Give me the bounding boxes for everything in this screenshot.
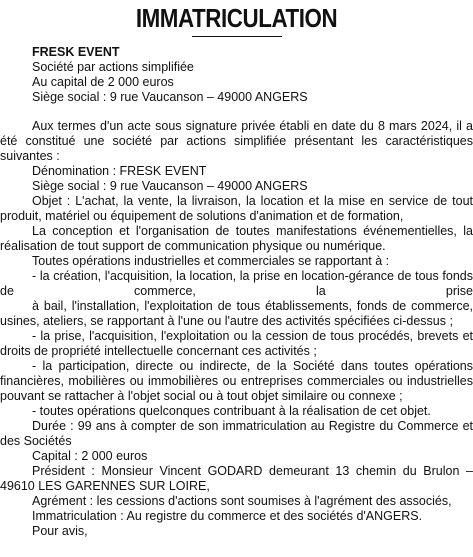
notice-title: IMMATRICULATION — [135, 3, 338, 33]
registration-line: Immatriculation : Au registre du commerce et des sociétés d'ANGERS. — [32, 509, 423, 523]
notice-body — [0, 45, 473, 539]
duration-line: Durée : 99 ans à compter de son immatriculation au Registre du Commerce et des Sociétés — [0, 419, 473, 448]
president-line: Président : Monsieur Vincent GODARD demeurant 13 chemin du Brulon – 49610 LES GARENNES SUR LOIRE, — [0, 464, 473, 493]
company-seat: Siège social : 9 rue Vaucanson – 49000 ANGERS — [32, 90, 308, 104]
object-item-4: - toutes opérations quelconques contribuant à la réalisation de cet objet. — [32, 404, 431, 418]
seat-line: Siège social : 9 rue Vaucanson – 49000 ANGERS — [32, 179, 308, 193]
paragraph-gap — [0, 105, 473, 119]
capital-line: Capital : 2 000 euros — [32, 449, 148, 463]
company-capital: Au capital de 2 000 euros — [32, 75, 174, 89]
title-underline — [192, 36, 282, 37]
operations-line: Toutes opérations industrielles et commerciales se rapportant à : — [32, 254, 390, 268]
company-name: FRESK EVENT — [32, 45, 120, 59]
company-header — [0, 45, 473, 105]
approval-line: Agrément : les cessions d'actions sont soumises à l'agrément des associés, — [32, 494, 452, 508]
intro-paragraph: Aux termes d'un acte sous signature privée établi en date du 8 mars 2024, il a été constitué une société par actions simplifiée présentant les caractéristiques suivantes : — [0, 119, 473, 163]
company-form: Société par actions simplifiée — [32, 60, 194, 74]
object-item-3: - la participation, directe ou indirecte, de la Société dans toutes opérations financières, mobilières ou immobilières ou entreprises commerciales ou industrielles pouvant se rattacher à l'objet social ou à tout objet similaire ou connexe ; — [0, 359, 473, 403]
object-paragraph: Objet : L'achat, la vente, la livraison, la location et la mise en service de tout produit, matériel ou équipement de solutions d'animation et de formation, — [0, 194, 473, 223]
object-item-1-start: - la création, l'acquisition, la location, la prise en location-gérance de tous fonds de commerce, la prise — [0, 269, 473, 298]
denomination-line: Dénomination : FRESK EVENT — [32, 164, 207, 178]
closing-line: Pour avis, — [32, 524, 88, 538]
object-item-1-end: à bail, l'installation, l'exploitation de tous établissements, fonds de commerce, usines, ateliers, se rapportant à l'une ou l'autre des activités spécifiées ci-dessus ; — [0, 299, 473, 328]
object-item-2: - la prise, l'acquisition, l'exploitation ou la cession de tous procédés, brevets et droits de propriété intellectuelle concernant ces activités ; — [0, 329, 473, 358]
conception-paragraph: La conception et l'organisation de toutes manifestations événementielles, la réalisation de tout support de communication physique ou numérique. — [0, 224, 473, 253]
